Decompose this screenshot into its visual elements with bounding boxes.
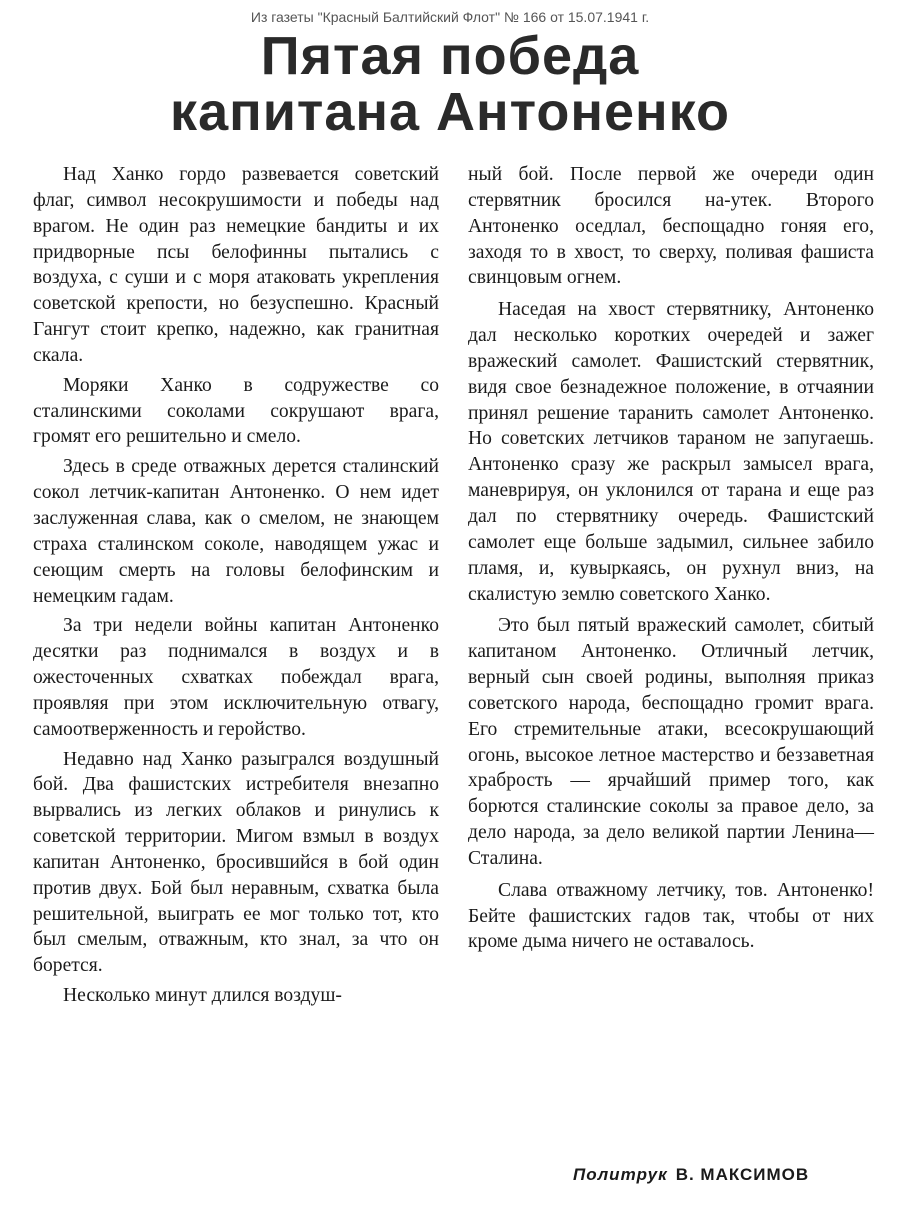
paragraph: Несколько минут длился воздуш- bbox=[63, 985, 342, 1007]
paragraph: Это был пятый вражеский самолет, сбитый капитаном Антоненко. Отличный летчик, верный сын своей родины, выполняя приказ советского народа, беспощадно громит врага. Его стремительные атаки, всесокрушающий огонь, высокое летное мастерство и беззаветная храбрость — ярчайший пример того, как борются сталинские соколы за правое дело, за дело народа, за дело великой партии Ленина—Сталина. bbox=[468, 615, 874, 869]
paragraph: Здесь в среде отважных дерется сталинский сокол летчик-капитан Антоненко. О нем идет заслуженная слава, как о смелом, не знающем страха сталинском соколе, наводящем ужас и сеющим смерть на головы белофинским и немецким гадам. bbox=[33, 456, 439, 607]
paragraph-continued: ный бой. После первой же очереди один стервятник бросился на-утек. Второго Антоненко оседлал, беспощадно гоняя его, заходя то в хвост, то сверху, поливая фашиста свинцовым огнем. bbox=[468, 164, 874, 289]
article-column-right bbox=[468, 162, 874, 961]
article-title-line-1: Пятая победа bbox=[260, 26, 640, 86]
author-signature bbox=[573, 1165, 853, 1185]
article-title bbox=[150, 28, 750, 140]
paragraph: Над Ханко гордо развевается советский флаг, символ несокрушимости и победы над врагом. Не один раз немецкие бандиты и их придворные псы белофинны пытались с воздуха, с суши и с моря атаковать укрепления советской крепости, но безуспешно. Красный Гангут стоит крепко, надежно, как гранитная скала. bbox=[33, 164, 439, 366]
paragraph: Слава отважному летчику, тов. Антоненко! Бейте фашистских гадов так, чтобы от них кроме дыма ничего не оставалось. bbox=[468, 879, 874, 953]
article-column-left bbox=[33, 162, 439, 1013]
article-title-line-2: капитана Антоненко bbox=[170, 82, 730, 142]
paragraph: Наседая на хвост стервятнику, Антоненко дал несколько коротких очередей и зажег вражеский самолет. Фашистский стервятник, видя свое безнадежное положение, в отчаянии принял решение таранить самолет Антоненко. Но советских летчиков тараном не запугаешь. Антоненко сразу же раскрыл замысел врага, маневрируя, он уклонился от тарана и еще раз дал по стервятнику очередь. Фашистский самолет еще больше задымил, сильнее забило пламя, и, кувыркаясь, он рухнул вниз, на скалистую землю советского Ханко. bbox=[468, 299, 874, 605]
paragraph: За три недели войны капитан Антоненко десятки раз поднимался в воздух и в ожесточенных схватках побеждал врага, проявляя при этом исключительную отвагу, самоотверженность и геройство. bbox=[33, 615, 439, 740]
newspaper-source-line: Из газеты "Красный Балтийский Флот" № 166 от 15.07.1941 г. bbox=[250, 9, 650, 25]
author-name: В. МАКСИМОВ bbox=[675, 1165, 810, 1184]
author-rank: Политрук bbox=[573, 1165, 668, 1184]
paragraph: Моряки Ханко в содружестве со сталинскими соколами сокрушают врага, громят его решительно и смело. bbox=[33, 374, 439, 448]
paragraph: Недавно над Ханко разыгрался воздушный бой. Два фашистских истребителя внезапно вырвались из легких облаков и ринулись к советской территории. Мигом взмыл в воздух капитан Антоненко, бросившийся в бой один против двух. Бой был неравным, схватка была решительной, выиграть ее мог только тот, кто был смелым, отважным, кто знал, за что он борется. bbox=[33, 748, 439, 977]
